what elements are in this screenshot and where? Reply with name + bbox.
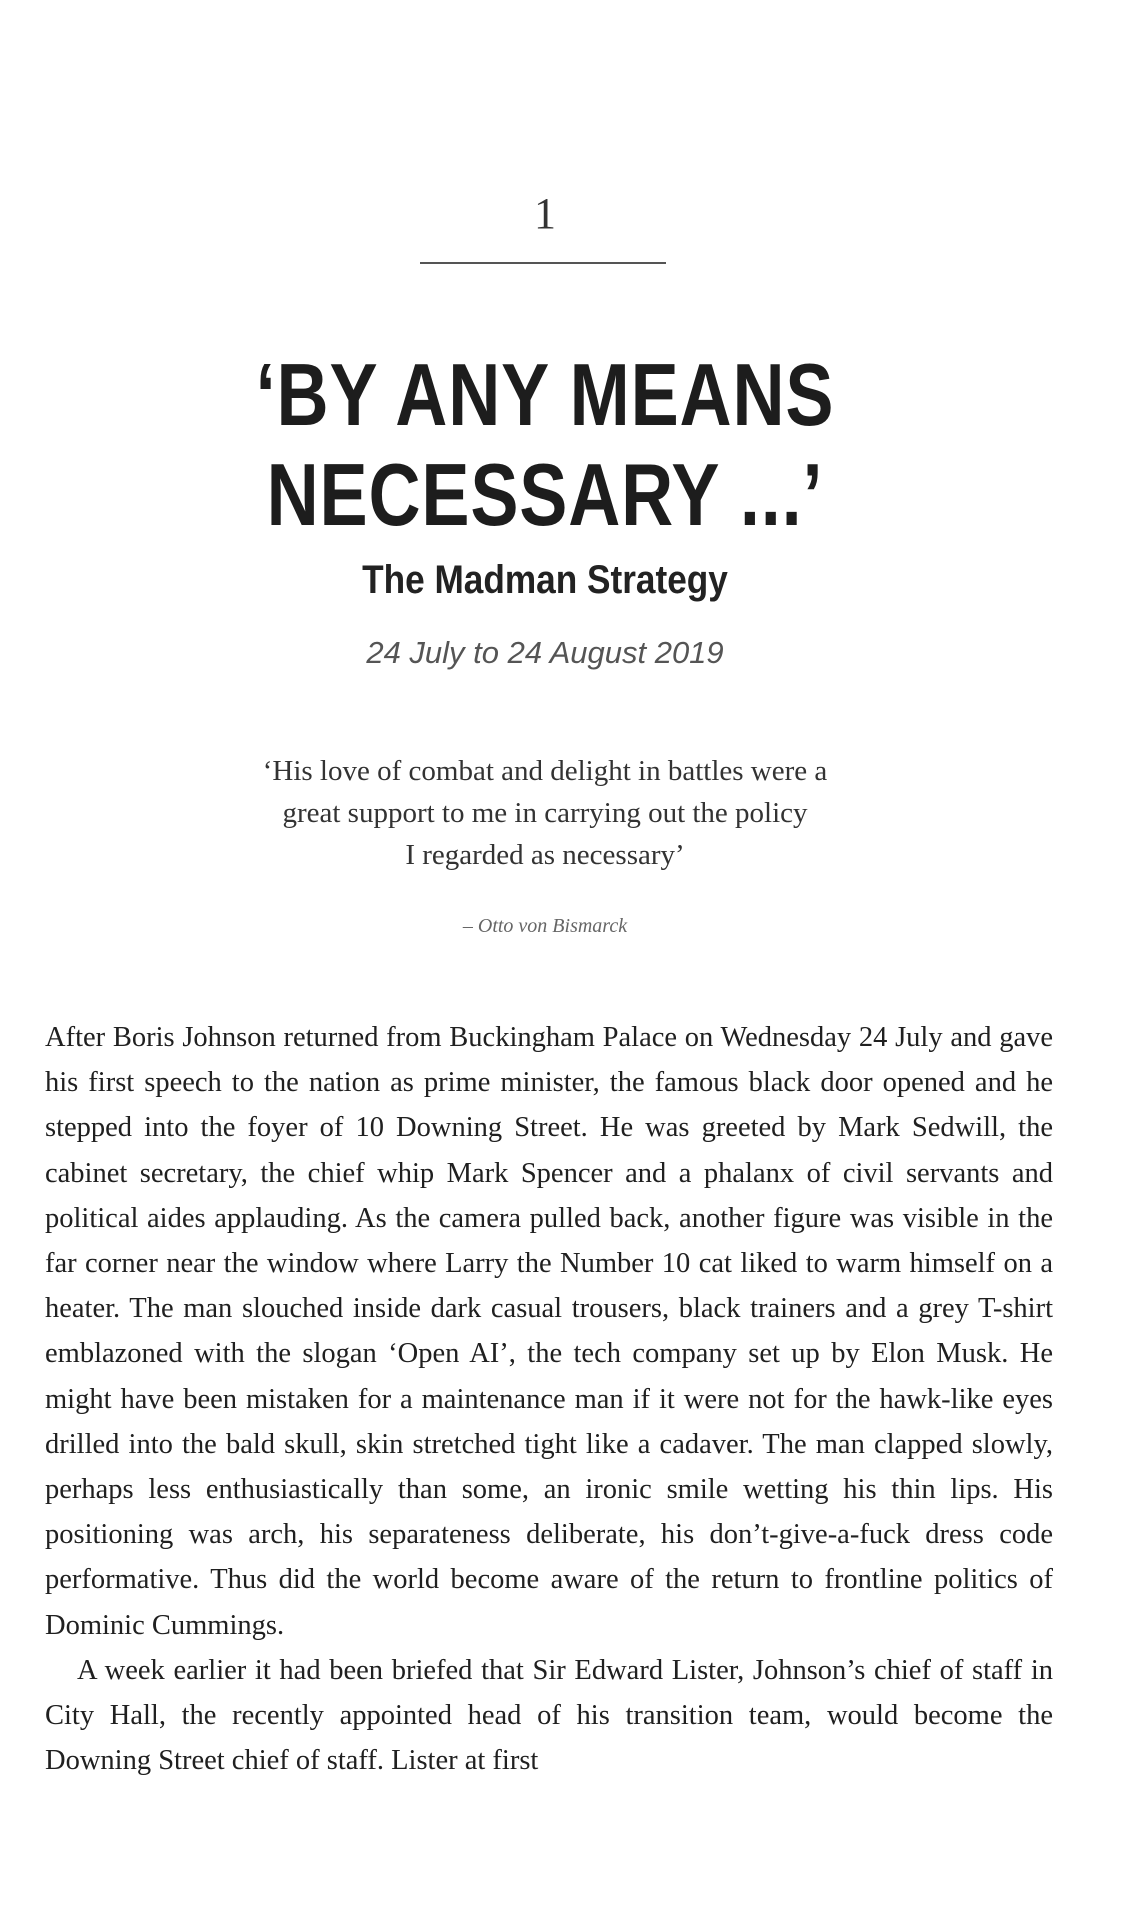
chapter-divider	[420, 262, 666, 264]
epigraph-quote	[0, 750, 1090, 876]
chapter-title	[98, 345, 992, 545]
epigraph-attribution: – Otto von Bismarck	[462, 915, 628, 937]
chapter-title-line-2: NECESSARY ...’	[266, 445, 824, 544]
chapter-title-line-1: ‘BY ANY MEANS	[255, 345, 835, 444]
chapter-number: 1	[534, 189, 556, 238]
paragraph-1: After Boris Johnson returned from Buckingham Palace on Wednesday 24 July and gave his first speech to the nation as prime minister, the famous black door opened and he stepped into the foyer of 10 Downing Street. He was greeted by Mark Sedwill, the cabinet secretary, the chief whip Mark Spencer and a phalanx of civil servants and political aides applauding. As the camera pulled back, another figure was visible in the far corner near the window where Larry the Number 10 cat liked to warm himself on a heater. The man slouched inside dark casual trousers, black trainers and a grey T-shirt emblazoned with the slogan ‘Open AI’, the tech company set up by Elon Musk. He might have been mistaken for a maintenance man if it were not for the hawk-like eyes drilled into the bald skull, skin stretched tight like a cadaver. The man clapped slowly, perhaps less enthusiastically than some, an ironic smile wetting his thin lips. His positioning was arch, his separateness deliberate, his don’t-give-a-fuck dress code performative. Thus did the world become aware of the return to frontline politics of Dominic Cummings.	[45, 1022, 1053, 1641]
epigraph-line-3: I regarded as necessary’	[405, 839, 685, 871]
body-text	[45, 1015, 1053, 1783]
epigraph-line-1: ‘His love of combat and delight in battles were a	[262, 755, 828, 787]
paragraph-2: A week earlier it had been briefed that Sir Edward Lister, Johnson’s chief of staff in City Hall, the recently appointed head of his transition team, would become the Downing Street chief of staff. Lister at first	[45, 1654, 1053, 1777]
chapter-date-range: 24 July to 24 August 2019	[366, 635, 724, 670]
epigraph-line-2: great support to me in carrying out the policy	[282, 797, 808, 829]
chapter-subtitle: The Madman Strategy	[362, 558, 728, 602]
